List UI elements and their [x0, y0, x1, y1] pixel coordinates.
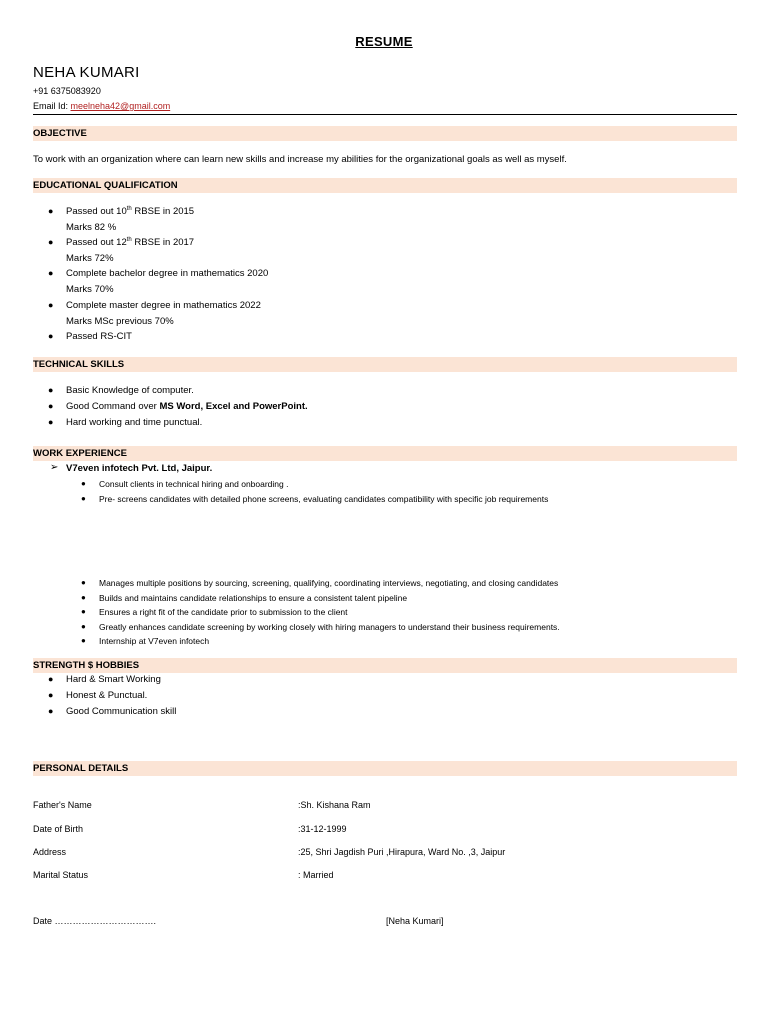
detail-value: :31-12-1999 [298, 824, 347, 834]
duty-item: Manages multiple positions by sourcing, screening, qualifying, coordinating interviews, negotiating, and closing candidates [99, 578, 559, 588]
signature-name: [Neha Kumari] [386, 916, 444, 926]
education-item: Complete bachelor degree in mathematics 2020 [66, 268, 269, 279]
duty-item: Builds and maintains candidate relationships to ensure a consistent talent pipeline [99, 593, 408, 603]
education-marks: Marks MSc previous 70% [66, 316, 174, 327]
company-name: V7even infotech Pvt. Ltd, Jaipur. [66, 463, 213, 474]
education-item: Passed out 12th RBSE in 2017 [66, 237, 195, 249]
phone-number: +91 6375083920 [33, 86, 101, 96]
duty-item: Greatly enhances candidate screening by working closely with hiring managers to understand their business requirements. [99, 622, 560, 632]
bullet-icon: ● [48, 206, 54, 216]
skill-item: Good Command over MS Word, Excel and PowerPoint. [66, 401, 308, 412]
education-item: Complete master degree in mathematics 2022 [66, 300, 261, 311]
bullet-icon: ● [48, 690, 54, 700]
bullet-icon: ● [48, 331, 54, 341]
bullet-icon: ● [48, 417, 54, 427]
bullet-icon: ● [48, 268, 54, 278]
objective-heading-band [33, 126, 737, 141]
education-marks: Marks 70% [66, 284, 114, 295]
skills-heading-band [33, 357, 737, 372]
detail-label: Father's Name [33, 800, 92, 810]
bullet-icon: ● [48, 706, 54, 716]
candidate-name: NEHA KUMARI [33, 64, 140, 81]
objective-text: To work with an organization where can learn new skills and increase my abilities for the organizational goals as well as myself. [33, 154, 567, 165]
skill-item: Hard working and time punctual. [66, 417, 203, 428]
email-link[interactable]: meelneha42@gmail.com [70, 101, 171, 111]
strength-heading-band [33, 658, 737, 673]
page-title: RESUME [355, 34, 413, 49]
email-line [33, 101, 170, 111]
detail-label: Date of Birth [33, 824, 84, 834]
education-marks: Marks 72% [66, 253, 114, 264]
duty-item: Consult clients in technical hiring and onboarding . [99, 479, 289, 489]
detail-value: :Sh. Kishana Ram [298, 800, 371, 810]
bullet-icon: ● [81, 494, 86, 503]
header-divider [33, 114, 737, 115]
skill-item: Basic Knowledge of computer. [66, 385, 194, 396]
personal-heading-band [33, 761, 737, 776]
work-heading-band [33, 446, 737, 461]
strength-item: Good Communication skill [66, 706, 177, 717]
bullet-icon: ● [48, 401, 54, 411]
detail-label: Address [33, 847, 67, 857]
education-item: Passed RS-CIT [66, 331, 132, 342]
bullet-icon: ● [81, 636, 86, 645]
bullet-icon: ● [48, 300, 54, 310]
education-item: Passed out 10th RBSE in 2015 [66, 206, 195, 218]
education-heading-band [33, 178, 737, 193]
bullet-icon: ● [81, 622, 86, 631]
bullet-icon: ● [81, 578, 86, 587]
bullet-icon: ● [81, 479, 86, 488]
duty-item: Ensures a right fit of the candidate prior to submission to the client [99, 607, 348, 617]
bullet-icon: ● [81, 593, 86, 602]
bullet-icon: ● [48, 674, 54, 684]
bullet-icon: ● [81, 607, 86, 616]
strength-heading: STRENGTH $ HOBBIES [33, 660, 140, 671]
strength-item: Honest & Punctual. [66, 690, 148, 701]
skills-heading: TECHNICAL SKILLS [33, 359, 125, 370]
detail-value: : Married [298, 870, 334, 880]
education-heading: EDUCATIONAL QUALIFICATION [33, 180, 178, 191]
arrow-bullet-icon: ➢ [50, 462, 59, 473]
detail-value: :25, Shri Jagdish Puri ,Hirapura, Ward No. ,3, Jaipur [298, 847, 506, 857]
email-label: Email Id: [33, 101, 71, 111]
duty-item: Internship at V7even infotech [99, 636, 210, 646]
bullet-icon: ● [48, 237, 54, 247]
date-line: Date ……………………………. [33, 916, 157, 926]
duty-item: Pre- screens candidates with detailed phone screens, evaluating candidates compatibility with specific job requirements [99, 494, 549, 504]
bullet-icon: ● [48, 385, 54, 395]
objective-heading: OBJECTIVE [33, 128, 87, 139]
strength-item: Hard & Smart Working [66, 674, 161, 685]
education-marks: Marks 82 % [66, 222, 117, 233]
work-heading: WORK EXPERIENCE [33, 448, 127, 459]
detail-label: Marital Status [33, 870, 89, 880]
personal-heading: PERSONAL DETAILS [33, 763, 129, 774]
